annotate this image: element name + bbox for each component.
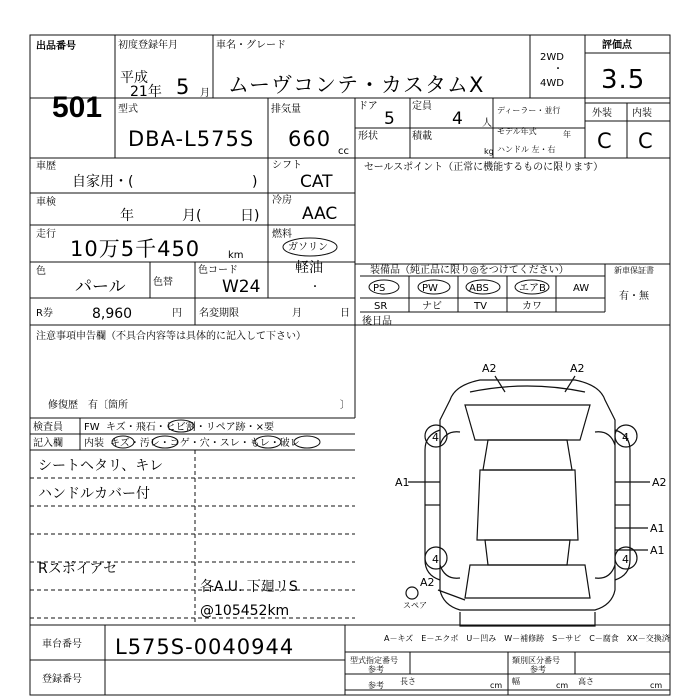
recycle-fee: 8,960 (92, 306, 133, 322)
car-hood-icon (465, 405, 590, 440)
displacement-label: 排気量 (271, 104, 301, 115)
equip-airbag: エアB (519, 283, 546, 294)
category-label: 類別区分番号 (512, 656, 560, 665)
ac: AAC (302, 204, 338, 224)
registration-month: 5 (176, 75, 191, 99)
month-unit: 月 (200, 88, 210, 99)
notice-label: 注意事項申告欄（不具合内容等は具体的に記入して下さい） (36, 331, 306, 342)
shift: CAT (300, 172, 333, 192)
car-windshield-icon (483, 440, 572, 470)
fuel-label: 燃料 (272, 229, 292, 240)
dealer-label: ディーラー・並行 (497, 106, 561, 115)
entry-label: 記入欄 (33, 438, 63, 449)
equip-tv: TV (474, 301, 487, 312)
name-change-label: 名変期限 (199, 308, 239, 319)
spare-tire-label: スペア (403, 601, 427, 610)
chassis-number: L575S-0040944 (115, 635, 295, 659)
warranty-label: 新車保証書 (614, 266, 654, 275)
score: 3.5 (601, 65, 646, 95)
model-cert-label: 型式指定番号 (350, 656, 398, 665)
inspection-month: 月( (182, 208, 202, 224)
width-label: 幅 (512, 677, 520, 686)
color-label: 色 (36, 266, 46, 277)
equip-abs: ABS (469, 283, 489, 294)
shape-label: 形状 (358, 131, 378, 142)
lot-number: 501 (52, 91, 103, 124)
chassis-label: 車台番号 (42, 639, 82, 650)
repair-history-close: 〕 (340, 400, 350, 411)
car-hatch-icon (465, 565, 590, 598)
back-seat-label: 後日品 (362, 316, 392, 327)
displacement: 660 (288, 127, 332, 151)
model-cert-ref: 参考 (368, 665, 384, 674)
interior-check-label: 内装 (84, 438, 104, 449)
car-name: ムーヴコンテ・カスタムX (228, 73, 485, 97)
car-name-label: 車名・グレード (216, 40, 286, 51)
recycle-label: R券 (36, 308, 53, 319)
name-change-day: 日 (340, 308, 350, 319)
car-damage-diagram (406, 376, 650, 626)
equip-sr: SR (374, 301, 388, 312)
ac-label: 冷房 (272, 195, 292, 206)
car-roof-icon (477, 470, 578, 540)
fw-items: キズ・飛石・ヒビ割・リペア跡・×要 (106, 422, 274, 433)
era: 平成 (120, 70, 148, 86)
name-change-month: 月 (292, 308, 302, 319)
mileage-unit: km (228, 250, 244, 261)
color-code: W24 (222, 277, 261, 297)
wheel-mark-front-left: 4 (432, 431, 439, 444)
damage-mark-right-rear-fender: A1 (650, 544, 665, 557)
displacement-unit: cc (338, 146, 349, 157)
damage-mark-right-rear-door: A1 (650, 522, 665, 535)
length-label: 長さ (400, 677, 416, 686)
inspection-year: 年 (120, 208, 134, 224)
spare-tire-icon (406, 587, 418, 599)
first-registration-label: 初度登録年月 (118, 40, 178, 51)
wheel-mark-rear-right: 4 (622, 553, 629, 566)
drive-4wd: 4WD (540, 78, 564, 89)
damage-mark-rear-left: A2 (420, 576, 435, 589)
height-label: 高さ (578, 677, 594, 686)
interior-grade: C (638, 129, 654, 153)
doors: 5 (384, 109, 395, 129)
capacity: 4 (452, 109, 463, 129)
model: DBA-L575S (128, 127, 255, 151)
exterior-grade: C (597, 129, 613, 153)
registration-label: 登録番号 (42, 674, 82, 685)
fuel-gasoline: ガソリン (288, 242, 328, 253)
handle-label: ハンドル 左・右 (497, 145, 556, 154)
equip-navi: ナビ (422, 301, 442, 312)
fuel-dot: ・ (310, 282, 320, 293)
color-change-label: 色替 (153, 277, 173, 288)
length-unit: cm (490, 681, 503, 690)
capacity-label: 定員 (412, 101, 432, 112)
wheel-mark-front-right: 4 (622, 431, 629, 444)
damage-mark-front-right: A2 (570, 362, 585, 375)
equip-ps: PS (373, 283, 386, 294)
lot-number-label: 出品番号 (36, 41, 76, 52)
exterior-label: 外装 (592, 108, 612, 119)
damage-legend: A－キズ E－エクボ U－凹み W－補修跡 S－サビ C－腐食 XX－交換済 (384, 634, 670, 643)
recycle-unit: 円 (172, 308, 182, 319)
width-unit: cm (556, 681, 569, 690)
inspector-label: 検査員 (33, 422, 63, 433)
equip-aw: AW (573, 283, 590, 294)
repair-history-label: 修復歴 有〔箇所 (48, 400, 128, 411)
note-line-4: 各A.U. 下廻リS (200, 579, 298, 595)
inspection-label: 車検 (36, 197, 56, 208)
damage-mark-right-side: A2 (652, 476, 667, 489)
inspection-day: 日) (240, 208, 260, 224)
history-label: 車歴 (36, 161, 56, 172)
score-label: 評価点 (602, 40, 632, 51)
fw-label: FW (84, 422, 100, 433)
load-label: 積載 (412, 131, 432, 142)
registration-year: 21年 (130, 84, 162, 100)
color: パール (75, 277, 126, 297)
note-line-5: @105452km (200, 603, 290, 619)
mileage: 10万5千450 (70, 237, 201, 261)
interior-items: キズ・汚レ・コゲ・穴・スレ・もレ・破レ (110, 438, 300, 449)
history: 自家用・( (72, 174, 134, 190)
capacity-unit: 人 (482, 118, 492, 129)
car-rear-bumper-icon (460, 612, 595, 626)
warranty: 有・無 (619, 291, 649, 302)
drive-dot: ・ (553, 64, 563, 75)
car-body-outline-icon (440, 380, 615, 610)
car-rear-window-icon (485, 540, 570, 565)
equip-pw: PW (422, 283, 438, 294)
note-line-2: ハンドルカバー付 (38, 486, 150, 502)
note-line-1: シートヘタリ、キレ (38, 458, 164, 474)
color-code-label: 色コード (198, 265, 238, 276)
history-close: ) (252, 174, 258, 190)
category-ref: 参考 (530, 665, 546, 674)
drive-2wd: 2WD (540, 52, 564, 63)
height-unit: cm (650, 681, 663, 690)
damage-mark-left-side: A1 (395, 476, 410, 489)
note-line-3: Rスポイアセ (38, 561, 118, 577)
model-year-unit: 年 (563, 130, 571, 139)
wheel-mark-rear-left: 4 (432, 553, 439, 566)
equipment-label: 装備品（純正品に限り◎をつけてください） (370, 265, 569, 276)
shift-label: シフト (272, 160, 302, 171)
doors-label: ドア (358, 101, 378, 112)
model-label: 型式 (118, 104, 138, 115)
sales-point-label: セールスポイント（正常に機能するものに限ります） (364, 162, 604, 173)
model-year-label: モデル年式 (497, 127, 537, 136)
equip-leather: カワ (522, 301, 542, 312)
length-ref: 参考 (368, 681, 384, 690)
mileage-label: 走行 (36, 229, 56, 240)
fuel-light-oil: 軽油 (295, 260, 323, 276)
interior-label: 内装 (632, 108, 652, 119)
load-unit: kg (484, 147, 494, 156)
damage-mark-front-left: A2 (482, 362, 497, 375)
